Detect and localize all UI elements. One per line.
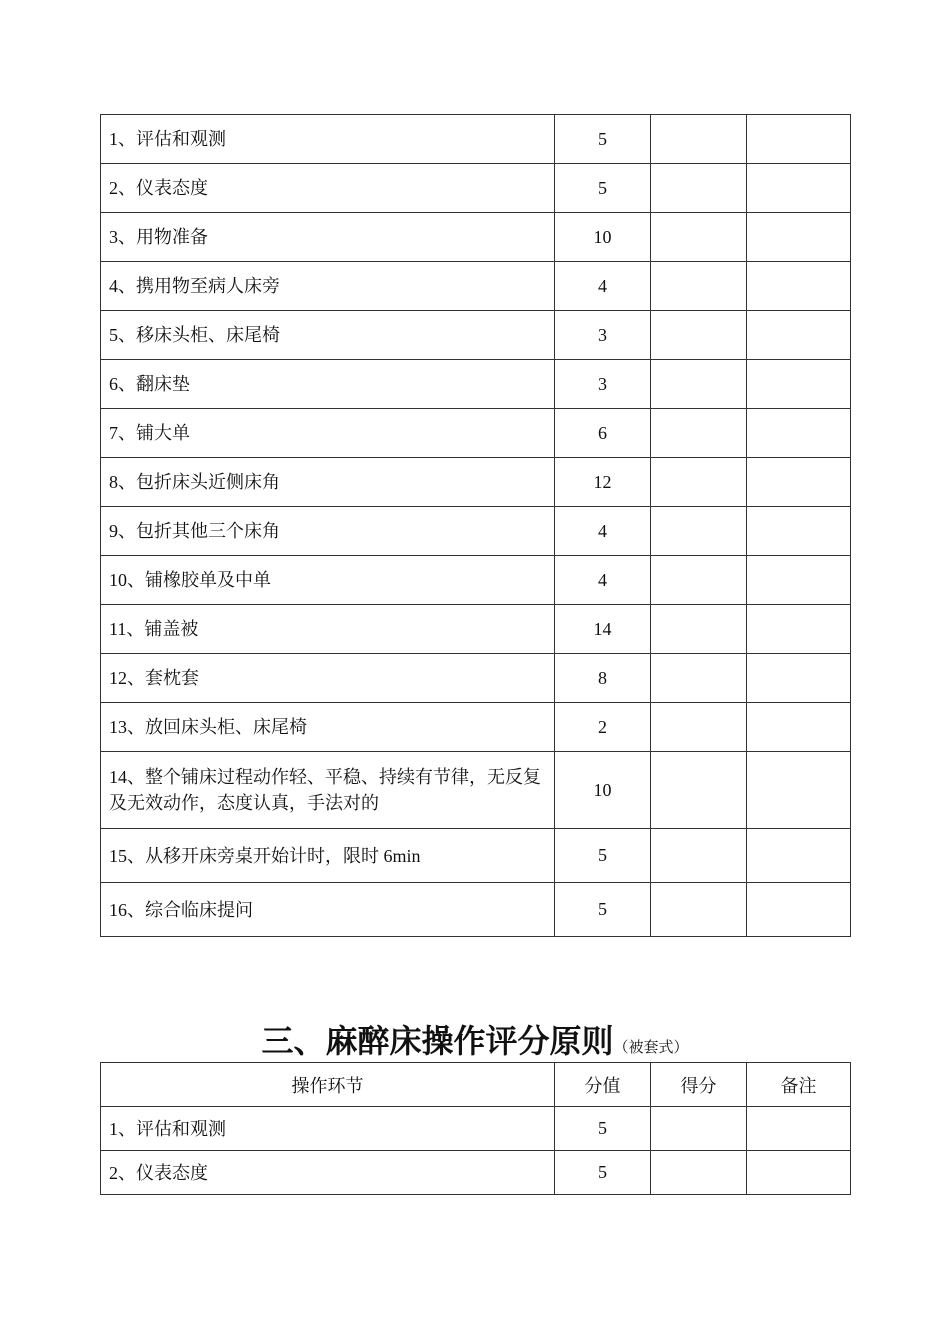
table-row bbox=[101, 458, 851, 507]
item-cell: 5、移床头柜、床尾椅 bbox=[101, 311, 555, 360]
remark-cell bbox=[747, 883, 851, 937]
score-cell: 6 bbox=[555, 409, 651, 458]
table-row bbox=[101, 507, 851, 556]
table-row bbox=[101, 360, 851, 409]
remark-cell bbox=[747, 752, 851, 829]
score-cell: 10 bbox=[555, 752, 651, 829]
earned-score-cell bbox=[651, 409, 747, 458]
scoring-table-bed-making bbox=[100, 114, 851, 937]
earned-score-cell bbox=[651, 1151, 747, 1195]
score-cell: 14 bbox=[555, 605, 651, 654]
remark-cell bbox=[747, 507, 851, 556]
remark-cell bbox=[747, 1151, 851, 1195]
table-row bbox=[101, 115, 851, 164]
score-cell: 5 bbox=[555, 829, 651, 883]
earned-score-cell bbox=[651, 883, 747, 937]
item-cell: 10、铺橡胶单及中单 bbox=[101, 556, 555, 605]
remark-cell bbox=[747, 311, 851, 360]
item-cell: 11、铺盖被 bbox=[101, 605, 555, 654]
earned-score-cell bbox=[651, 458, 747, 507]
score-cell: 8 bbox=[555, 654, 651, 703]
score-cell: 5 bbox=[555, 883, 651, 937]
score-cell: 12 bbox=[555, 458, 651, 507]
scoring-table-anesthesia-bed bbox=[100, 1062, 851, 1195]
earned-score-cell bbox=[651, 360, 747, 409]
score-cell: 5 bbox=[555, 115, 651, 164]
earned-score-cell bbox=[651, 654, 747, 703]
score-cell: 2 bbox=[555, 703, 651, 752]
earned-score-cell bbox=[651, 605, 747, 654]
table-row bbox=[101, 311, 851, 360]
table-row bbox=[101, 262, 851, 311]
item-cell: 16、综合临床提问 bbox=[101, 883, 555, 937]
remark-cell bbox=[747, 654, 851, 703]
earned-score-cell bbox=[651, 164, 747, 213]
score-cell: 4 bbox=[555, 556, 651, 605]
earned-score-cell bbox=[651, 311, 747, 360]
remark-cell bbox=[747, 458, 851, 507]
item-cell: 1、评估和观测 bbox=[101, 1107, 555, 1151]
item-cell: 13、放回床头柜、床尾椅 bbox=[101, 703, 555, 752]
table-row bbox=[101, 703, 851, 752]
remark-cell bbox=[747, 262, 851, 311]
table-row bbox=[101, 654, 851, 703]
item-cell: 7、铺大单 bbox=[101, 409, 555, 458]
earned-score-cell bbox=[651, 556, 747, 605]
item-cell: 9、包折其他三个床角 bbox=[101, 507, 555, 556]
score-cell: 10 bbox=[555, 213, 651, 262]
earned-score-cell bbox=[651, 703, 747, 752]
earned-score-cell bbox=[651, 213, 747, 262]
score-cell: 5 bbox=[555, 1107, 651, 1151]
item-cell: 15、从移开床旁桌开始计时，限时 6min bbox=[101, 829, 555, 883]
remark-cell bbox=[747, 360, 851, 409]
header-operation-step: 操作环节 bbox=[101, 1063, 555, 1107]
item-cell: 3、用物准备 bbox=[101, 213, 555, 262]
earned-score-cell bbox=[651, 1107, 747, 1151]
earned-score-cell bbox=[651, 262, 747, 311]
table-row bbox=[101, 1107, 851, 1151]
item-cell: 1、评估和观测 bbox=[101, 115, 555, 164]
section-subtitle: （被套式） bbox=[613, 1038, 689, 1056]
item-cell: 12、套枕套 bbox=[101, 654, 555, 703]
section-title-text: 三、麻醉床操作评分原则 bbox=[261, 1022, 614, 1060]
header-points: 分值 bbox=[555, 1063, 651, 1107]
remark-cell bbox=[747, 409, 851, 458]
item-cell: 2、仪表态度 bbox=[101, 1151, 555, 1195]
remark-cell bbox=[747, 164, 851, 213]
header-score-earned: 得分 bbox=[651, 1063, 747, 1107]
remark-cell bbox=[747, 213, 851, 262]
table-row bbox=[101, 409, 851, 458]
table-row bbox=[101, 556, 851, 605]
remark-cell bbox=[747, 556, 851, 605]
earned-score-cell bbox=[651, 507, 747, 556]
table-row bbox=[101, 752, 851, 829]
remark-cell bbox=[747, 703, 851, 752]
earned-score-cell bbox=[651, 115, 747, 164]
table-row bbox=[101, 605, 851, 654]
earned-score-cell bbox=[651, 829, 747, 883]
score-cell: 3 bbox=[555, 360, 651, 409]
score-cell: 5 bbox=[555, 1151, 651, 1195]
table-row bbox=[101, 164, 851, 213]
remark-cell bbox=[747, 605, 851, 654]
item-cell: 6、翻床垫 bbox=[101, 360, 555, 409]
remark-cell bbox=[747, 1107, 851, 1151]
remark-cell bbox=[747, 829, 851, 883]
table-row bbox=[101, 213, 851, 262]
score-cell: 4 bbox=[555, 507, 651, 556]
item-cell: 14、整个铺床过程动作轻、平稳、持续有节律，无反复及无效动作，态度认真，手法对的 bbox=[101, 752, 555, 829]
score-cell: 4 bbox=[555, 262, 651, 311]
earned-score-cell bbox=[651, 752, 747, 829]
item-cell: 4、携用物至病人床旁 bbox=[101, 262, 555, 311]
item-cell: 2、仪表态度 bbox=[101, 164, 555, 213]
header-remarks: 备注 bbox=[747, 1063, 851, 1107]
score-cell: 3 bbox=[555, 311, 651, 360]
item-cell: 8、包折床头近侧床角 bbox=[101, 458, 555, 507]
table-row bbox=[101, 1151, 851, 1195]
table-header-row bbox=[101, 1063, 851, 1107]
table-row bbox=[101, 829, 851, 883]
table-row bbox=[101, 883, 851, 937]
remark-cell bbox=[747, 115, 851, 164]
score-cell: 5 bbox=[555, 164, 651, 213]
